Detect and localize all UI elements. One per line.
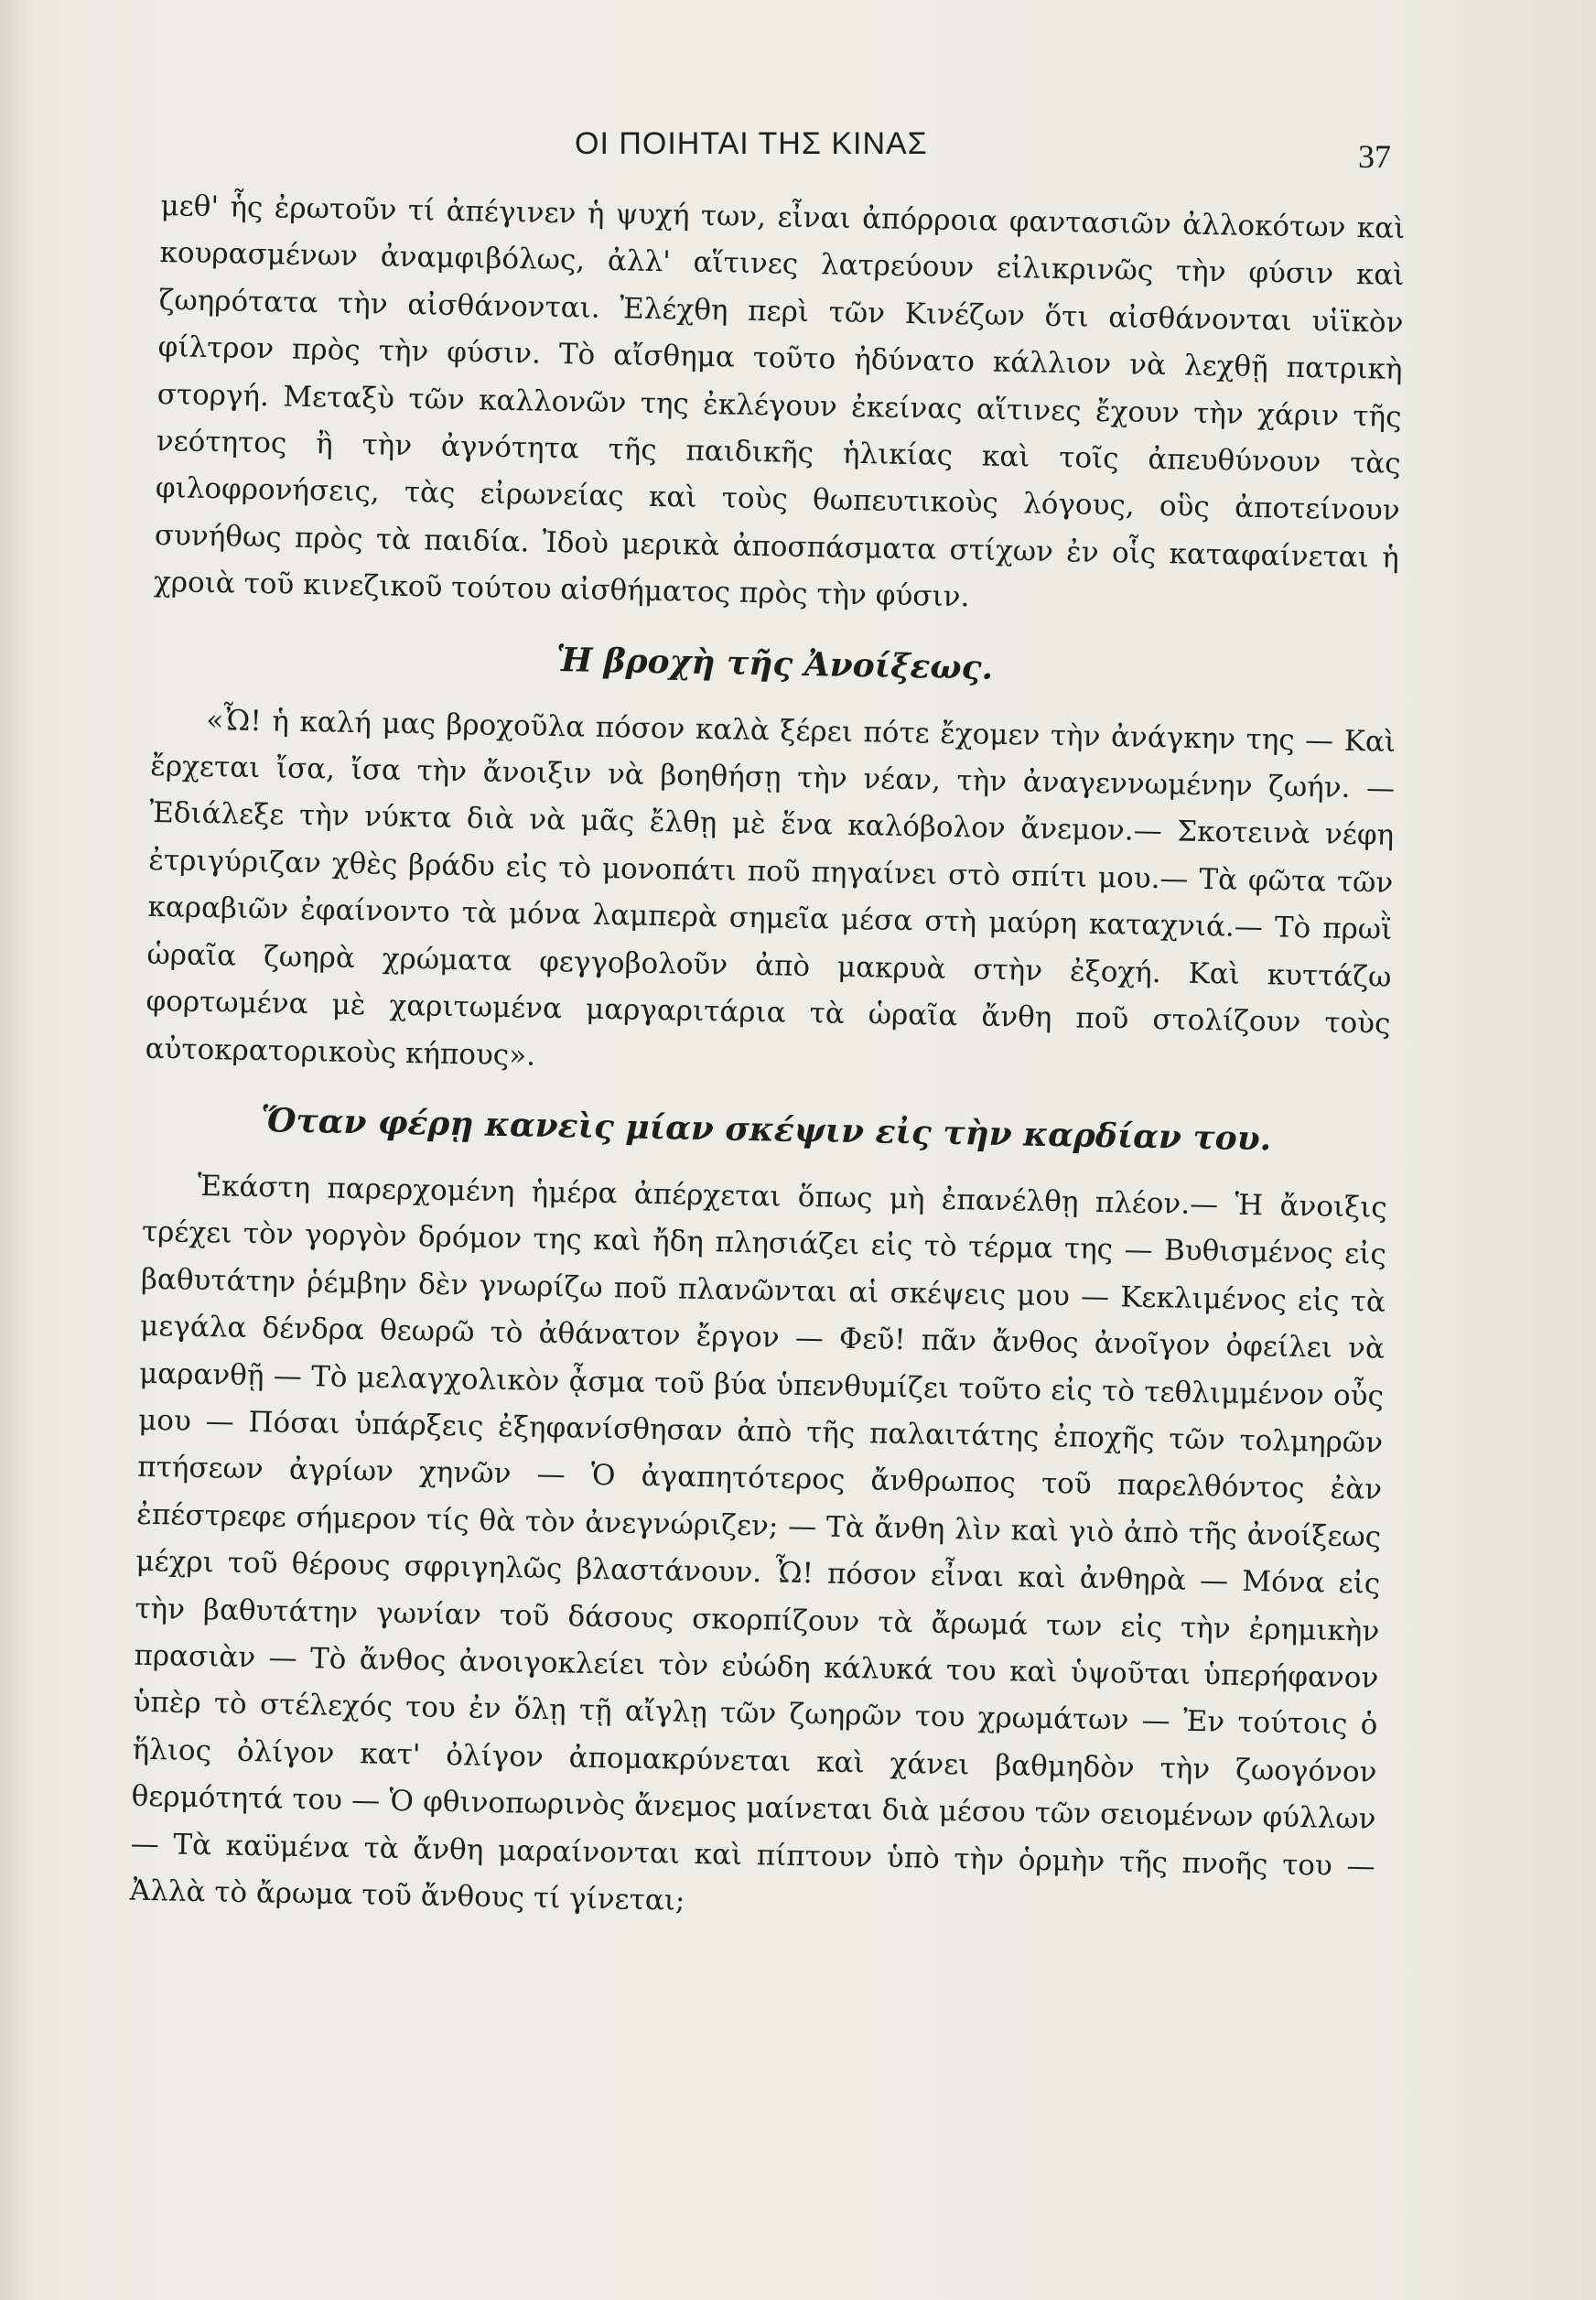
running-title: ΟΙ ΠΟΙΗΤΑΙ ΤΗΣ ΚΙΝΑΣ xyxy=(575,126,928,161)
page-body xyxy=(129,183,1405,1938)
section-heading-thought: Ὅταν φέρῃ κανεὶς μίαν σκέψιν εἰς τὴν καρδίαν του. xyxy=(260,1101,1272,1159)
intro-paragraph: μεθ' ἧς ἐρωτοῦν τί ἀπέγινεν ἡ ψυχή των, εἶναι ἀπόρροια φαντασιῶν ἀλλοκότων καὶ κουρασμένων ἀναμφιβόλως, ἀλλ' αἵτινες λατρεύουν εἰλικρινῶς τὴν φύσιν καὶ ζωηρότατα τὴν αἰσθάνονται. Ἐλέχθη περὶ τῶν Κινέζων ὅτι αἰσθάνονται υἱϊκὸν φίλτρον πρὸς τὴν φύσιν. Τὸ αἴσθημα τοῦτο ἠδύνατο κάλλιον νὰ λεχθῇ πατρικὴ στοργή. Μεταξὺ τῶν καλλονῶν της ἐκλέγουν ἐκείνας αἵτινες ἔχουν τὴν χάριν τῆς νεότητος ἢ τὴν ἀγνότητα τῆς παιδικῆς ἡλικίας καὶ τοῖς ἀπευθύνουν τὰς φιλοφρονήσεις, τὰς εἰρωνείας καὶ τοὺς θωπευτικοὺς λόγους, οὓς ἀποτείνουν συνήθως πρὸς τὰ παιδία. Ἰδοὺ μερικὰ ἀποσπάσματα στίχων ἐν οἷς καταφαίνεται ἡ χροιὰ τοῦ κινεζικοῦ τούτου αἰσθήματος πρὸς τὴν φύσιν. xyxy=(153,189,1406,614)
section-heading-spring-rain: Ἡ βροχὴ τῆς Ἀνοίξεως. xyxy=(555,640,994,687)
page-number: 37 xyxy=(1358,138,1391,175)
spring-rain-paragraph: «Ὦ! ἡ καλή μας βροχοῦλα πόσον καλὰ ξέρει πότε ἔχομεν τὴν ἀνάγκην της — Καὶ ἔρχεται ἴσα, ἴσα τὴν ἄνοιξιν νὰ βοηθήσῃ τὴν νέαν, τὴν ἀναγεννωμένην ζωήν. — Ἐδιάλεξε τὴν νύκτα διὰ νὰ μᾶς ἔλθῃ μὲ ἕνα καλόβολον ἄνεμον.— Σκοτεινὰ νέφη ἐτριγύριζαν χθὲς βράδυ εἰς τὸ μονοπάτι ποῦ πηγαίνει στὸ σπίτι μου.— Τὰ φῶτα τῶν καραβιῶν ἐφαίνοντο τὰ μόνα λαμπερὰ σημεῖα μέσα στὴ μαύρη καταχνιά.— Τὸ πρωῒ ὡραῖα ζωηρὰ χρώματα φεγγοβολοῦν ἀπὸ μακρυὰ στὴν ἐξοχή. Καὶ κυττάζω φορτωμένα μὲ χαριτωμένα μαργαριτάρια τὰ ὡραῖα ἄνθη ποῦ στολίζουν τοὺς αὐτοκρατορικοὺς κήπους». xyxy=(145,703,1396,1073)
thought-paragraph: Ἑκάστη παρερχομένη ἡμέρα ἀπέρχεται ὅπως μὴ ἐπανέλθῃ πλέον.— Ἡ ἄνοιξις τρέχει τὸν γοργὸν δρόμον της καὶ ἤδη πλησιάζει εἰς τὸ τέρμα της — Βυθισμένος εἰς βαθυτάτην ῥέμβην δὲν γνωρίζω ποῦ πλανῶνται αἱ σκέψεις μου — Κεκλιμένος εἰς τὰ μεγάλα δένδρα θεωρῶ τὸ ἀθάνατον ἔργον — Φεῦ! πᾶν ἄνθος ἀνοῖγον ὀφείλει νὰ μαρανθῇ — Τὸ μελαγχολικὸν ᾆσμα τοῦ βύα ὑπενθυμίζει τοῦτο εἰς τὸ τεθλιμμένον οὖς μου — Πόσαι ὑπάρξεις ἐξηφανίσθησαν ἀπὸ τῆς παλαιτάτης ἐποχῆς τῶν τολμηρῶν πτήσεων ἀγρίων χηνῶν — Ὁ ἀγαπητότερος ἄνθρωπος τοῦ παρελθόντος ἐὰν ἐπέστρεφε σήμερον τίς θὰ τὸν ἀνεγνώριζεν; — Τὰ ἄνθη λὶν καὶ γιὸ ἀπὸ τῆς ἀνοίξεως μέχρι τοῦ θέρους σφριγηλῶς βλαστάνουν. Ὦ! πόσον εἶναι καὶ ἀνθηρὰ — Μόνα εἰς τὴν βαθυτάτην γωνίαν τοῦ δάσους σκορπίζουν τὰ ἄρωμά των εἰς τὴν ἐρημικὴν πρασιὰν — Τὸ ἄνθος ἀνοιγοκλείει τὸν εὐώδη κάλυκά του καὶ ὑψοῦται ὑπερήφανον ὑπὲρ τὸ στέλεχός του ἐν ὅλῃ τῇ αἴγλῃ τῶν ζωηρῶν του χρωμάτων — Ἐν τούτοις ὁ ἥλιος ὀλίγον κατ' ὀλίγον ἀπομακρύνεται καὶ χάνει βαθμηδὸν τὴν ζωογόνον θερμότητά του — Ὁ φθινοπωρινὸς ἄνεμος μαίνεται διὰ μέσου τῶν σειομένων φύλλων — Τὰ καϋμένα τὰ ἄνθη μαραίνονται καὶ πίπτουν ὑπὸ τὴν ὁρμὴν τῆς πνοῆς του — Ἀλλὰ τὸ ἄρωμα τοῦ ἄνθους τί γίνεται; xyxy=(129,1169,1388,1917)
page-header xyxy=(163,119,1407,174)
